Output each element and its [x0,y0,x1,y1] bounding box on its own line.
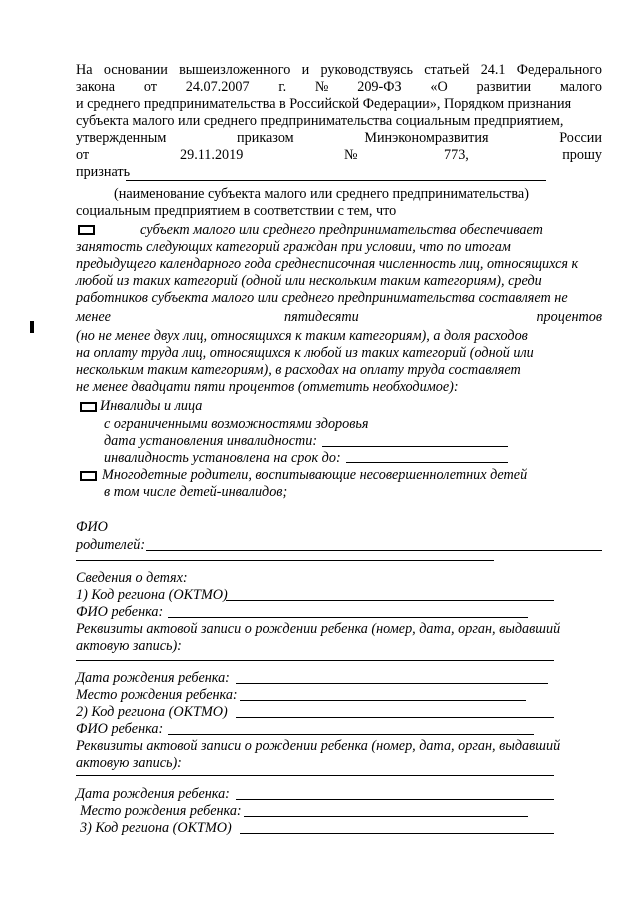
parents-label: родителей: [76,537,146,553]
word: руководствуясь [320,62,413,78]
word: прошу [562,147,602,163]
child2-record-label-2: актовую запись): [76,755,182,771]
parents-fio-label: ФИО [76,519,108,535]
child3-region-label: 3) Код региона (ОКТМО) [80,820,232,836]
intro-line-7: признать [76,164,131,180]
child1-birth-date-field[interactable] [236,683,548,684]
disability-term-label: инвалидность установлена на срок до: [104,450,341,466]
entity-name-caption: (наименование субъекта малого или среднего предпринимательства) [114,186,529,202]
parents-field[interactable] [146,550,602,551]
condition-checkbox[interactable] [78,225,95,235]
child1-birth-place-label: Место рождения ребенка: [76,687,238,703]
child1-birth-date-label: Дата рождения ребенка: [76,670,230,686]
word: приказом [237,130,294,146]
large-family-label-1: Многодетные родители, воспитывающие несовершеннолетних детей [102,467,528,483]
disabled-label-1: Инвалиды и лица [100,398,203,414]
large-family-label-2: в том числе детей-инвалидов; [104,484,288,500]
child3-region-field[interactable] [240,833,554,834]
word: На [76,62,93,78]
large-family-checkbox[interactable] [80,471,97,481]
word: пятидесяти [284,309,359,325]
word: малого [559,79,602,95]
intro-line-5 [76,130,602,146]
condition-line-5: работников субъекта малого или среднего предпринимательства составляет не [76,290,568,306]
order-number: 773, [444,147,469,163]
child1-fio-field[interactable] [168,617,528,618]
child2-birth-place-label: Место рождения ребенка: [80,803,242,819]
word: «О [430,79,448,95]
word: и [301,62,310,78]
disability-term-field[interactable] [346,462,508,463]
condition-line-2: занятость следующих категорий граждан при условии, что по итогам [76,239,511,255]
word: от [143,79,157,95]
intro-line-2 [76,79,602,95]
word: г. [278,79,287,95]
word: Минэкономразвития [364,130,489,146]
child1-record-label-2: актовую запись): [76,638,182,654]
disability-date-field[interactable] [322,446,508,447]
intro-line-4: субъекта малого или среднего предпринимательства социальным предприятием, [76,113,564,129]
children-title: Сведения о детях: [76,570,188,586]
word: статьей [424,62,470,78]
child2-fio-label: ФИО ребенка: [76,721,164,737]
child1-record-label-1: Реквизиты актовой записи о рождении ребенка (номер, дата, орган, выдавший [76,621,561,637]
word: процентов [536,309,602,325]
child2-region-label: 2) Код региона (ОКТМО) [76,704,228,720]
child2-birth-date-field[interactable] [236,799,554,800]
disabled-checkbox[interactable] [80,402,97,412]
child1-birth-place-field[interactable] [240,700,526,701]
disability-date-label: дата установления инвалидности: [104,433,318,449]
left-margin-mark [30,321,34,333]
word: 24.1 [480,62,506,78]
child2-record-field[interactable] [76,775,554,776]
condition-line-3: предыдущего календарного года среднесписочная численность лиц, относящихся к [76,256,579,272]
word: № [314,79,329,95]
word: от [76,147,90,163]
word: России [559,130,602,146]
word: Федерального [516,62,602,78]
child1-record-field[interactable] [76,660,554,661]
word: основании [103,62,168,78]
condition-line-10: не менее двадцати пяти процентов (отметить необходимое): [76,379,459,395]
child1-fio-label: ФИО ребенка: [76,604,164,620]
word: закона [76,79,116,95]
disabled-label-2: с ограниченными возможностями здоровья [104,416,369,432]
word: 24.07.2007 [185,79,250,95]
child1-region-field[interactable] [226,600,554,601]
word: вышеизложенного [179,62,291,78]
order-date: 29.11.2019 [180,147,244,163]
condition-line-7: (но не менее двух лиц, относящихся к таким категориям), а доля расходов [76,328,528,344]
word: развитии [476,79,532,95]
intro-line-8: социальным предприятием в соответствии с тем, что [76,203,397,219]
parents-field-extra[interactable] [76,560,494,561]
child2-region-field[interactable] [236,717,554,718]
intro-line-3: и среднего предпринимательства в Российской Федерации», Порядком признания [76,96,572,112]
child2-fio-field[interactable] [168,734,534,735]
condition-line-8: на оплату труда лиц, относящихся к любой из таких категорий (одной или [76,345,534,361]
word: менее [76,309,111,325]
child1-region-label: 1) Код региона (ОКТМО) [76,587,228,603]
word: 209-ФЗ [357,79,402,95]
entity-name-field[interactable] [126,180,546,181]
child2-birth-date-label: Дата рождения ребенка: [76,786,230,802]
word: утвержденным [76,130,167,146]
condition-line-4: любой из таких категорий (одной или нескольким таким категориям), среди [76,273,542,289]
condition-line-9: нескольким таким категориям), в расходах на оплату труда составляет [76,362,521,378]
intro-line-1 [76,62,602,78]
child2-birth-place-field[interactable] [244,816,528,817]
condition-line-1: субъект малого или среднего предпринимательства обеспечивает [140,222,543,238]
word: № [344,147,358,163]
child2-record-label-1: Реквизиты актовой записи о рождении ребенка (номер, дата, орган, выдавший [76,738,561,754]
